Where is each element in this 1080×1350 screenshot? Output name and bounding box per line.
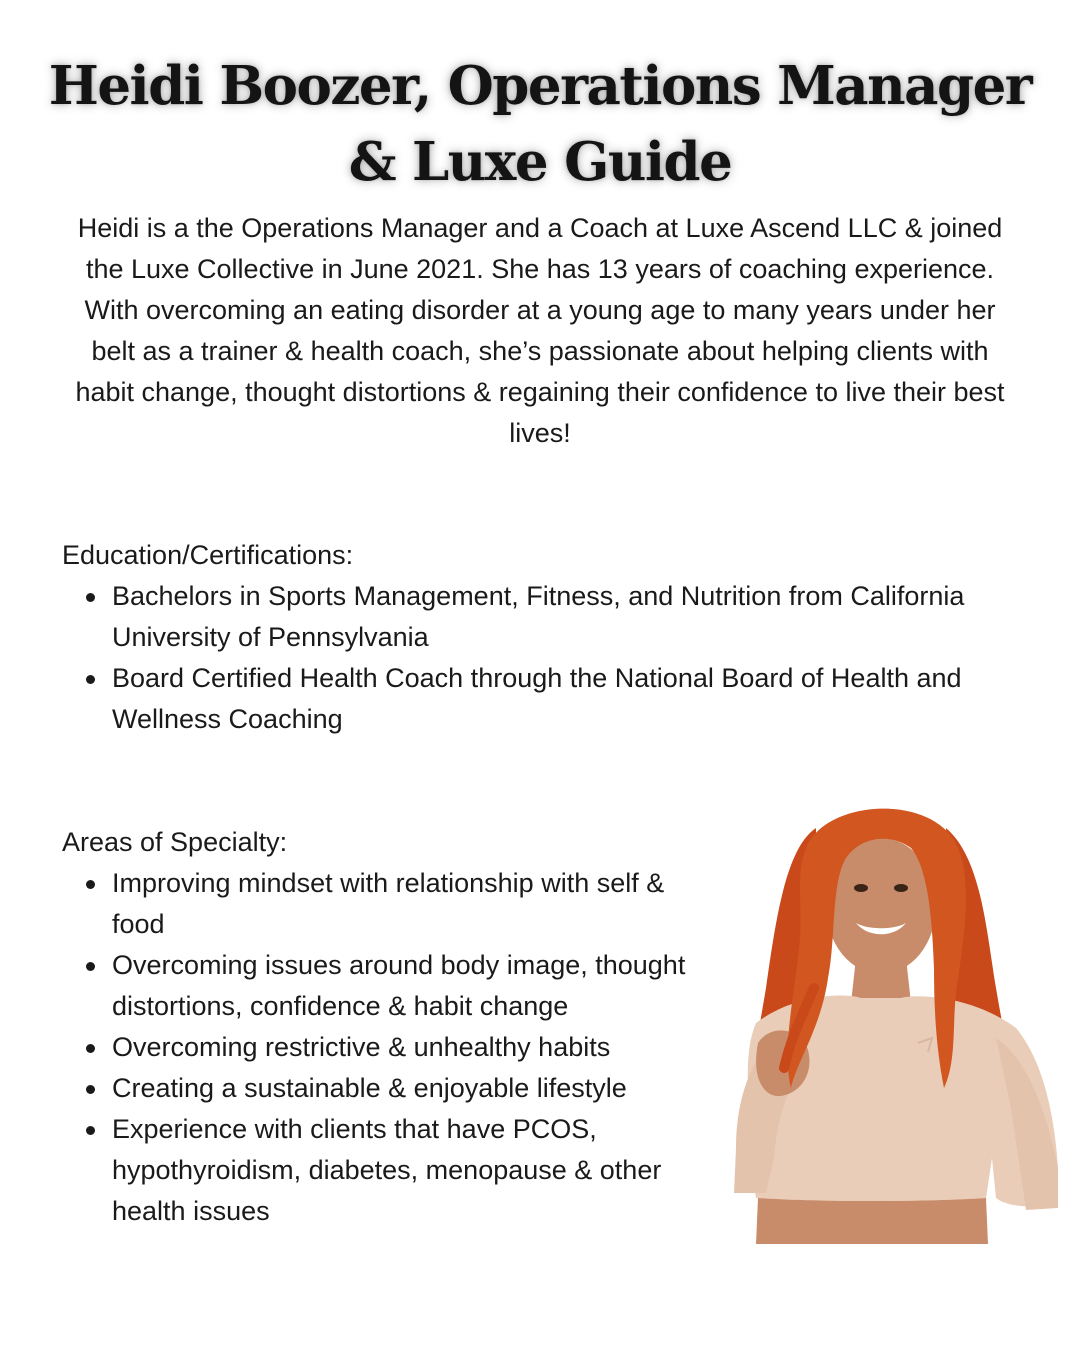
list-item	[62, 1068, 712, 1109]
specialty-heading: Areas of Specialty:	[62, 827, 288, 857]
list-item	[62, 945, 712, 1027]
specialty-item-text: Experience with clients that have PCOS, hypothyroidism, diabetes, menopause & other health issues	[112, 1114, 662, 1226]
bullet-icon	[86, 1126, 95, 1135]
bullet-icon	[86, 880, 95, 889]
education-heading: Education/Certifications:	[62, 540, 354, 570]
education-item-text: Board Certified Health Coach through the National Board of Health and Wellness Coaching	[112, 663, 962, 734]
list-item	[62, 863, 712, 945]
left-eye	[854, 884, 868, 892]
bullet-icon	[86, 675, 95, 684]
education-list	[62, 576, 1042, 740]
right-eye	[894, 884, 908, 892]
bullet-icon	[86, 593, 95, 602]
profile-photo	[696, 788, 1066, 1244]
education-item-text: Bachelors in Sports Management, Fitness, and Nutrition from California University of Pennsylvania	[112, 581, 965, 652]
specialty-item-text: Overcoming restrictive & unhealthy habits	[112, 1032, 611, 1062]
specialty-list	[62, 863, 712, 1232]
bullet-icon	[86, 962, 95, 971]
list-item	[62, 576, 1042, 658]
list-item	[62, 1109, 712, 1232]
bullet-icon	[86, 1085, 95, 1094]
list-item	[62, 658, 1042, 740]
specialty-item-text: Overcoming issues around body image, thought distortions, confidence & habit change	[112, 950, 686, 1021]
specialty-item-text: Improving mindset with relationship with self & food	[112, 868, 665, 939]
bullet-icon	[86, 1044, 95, 1053]
page-title: Heidi Boozer, Operations Manager & Luxe Guide	[48, 55, 1032, 193]
midriff	[756, 1198, 988, 1244]
list-item	[62, 1027, 712, 1068]
specialty-item-text: Creating a sustainable & enjoyable lifestyle	[112, 1073, 627, 1103]
bio-paragraph: Heidi is a the Operations Manager and a Coach at Luxe Ascend LLC & joined the Luxe Collective in June 2021. She has 13 years of coaching experience. With overcoming an eating disorder at a young age to many years under her belt as a trainer & health coach, she’s passionate about helping clients with habit change, thought distortions & regaining their confidence to live their best lives!	[75, 213, 1005, 448]
